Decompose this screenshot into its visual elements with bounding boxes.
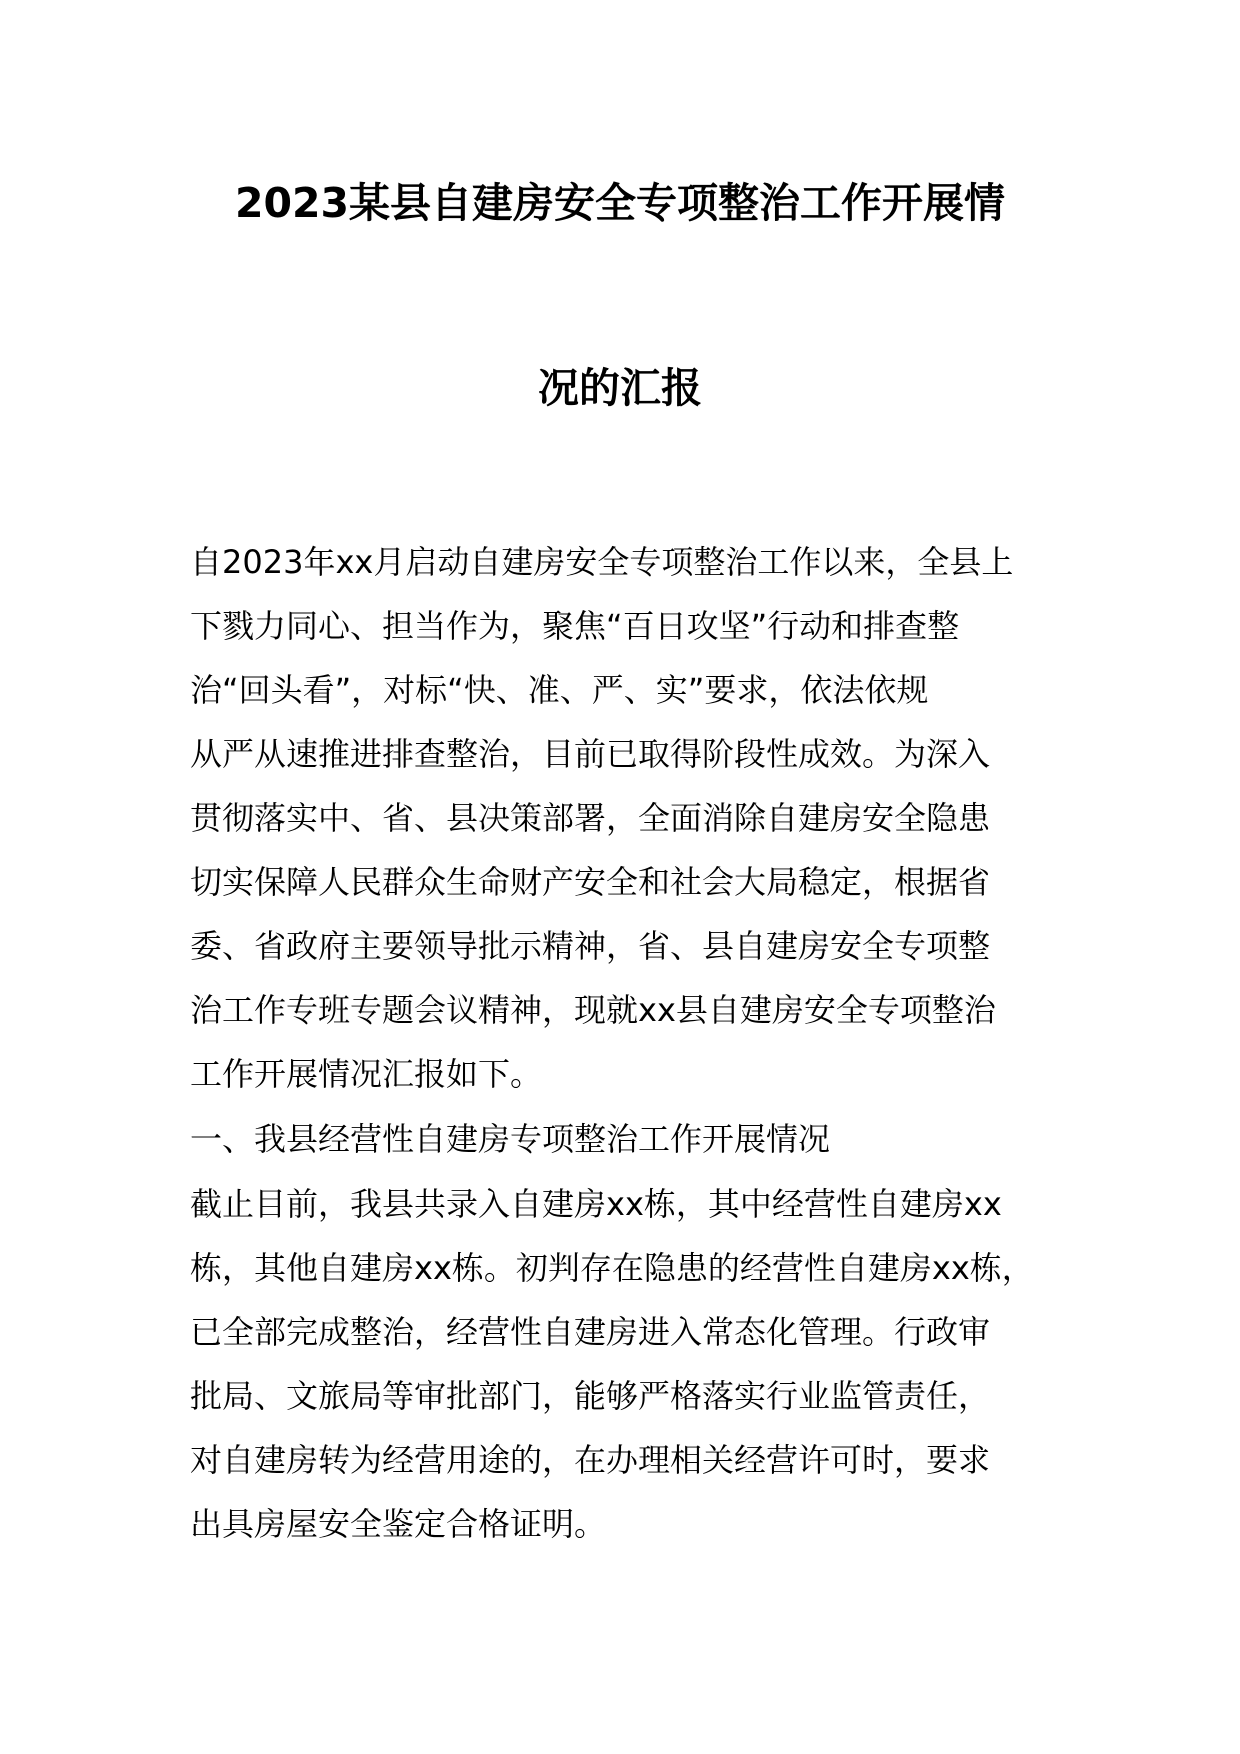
section-heading: 一、我县经营性自建房专项整治工作开展情况 bbox=[190, 1120, 831, 1158]
body-text-line: 治“回头看”，对标“快、准、严、实”要求，依法依规 bbox=[190, 671, 929, 709]
body-text-line: 栋，其他自建房xx栋。初判存在隐患的经营性自建房xx栋， bbox=[190, 1249, 1034, 1287]
body-text-line: 贯彻落实中、省、县决策部署，全面消除自建房安全隐患 bbox=[190, 799, 991, 837]
body-text-line: 出具房屋安全鉴定合格证明。 bbox=[190, 1505, 607, 1543]
body-text-line: 工作开展情况汇报如下。 bbox=[190, 1055, 543, 1093]
body-text-line: 切实保障人民群众生命财产安全和社会大局稳定，根据省 bbox=[190, 863, 991, 901]
body-text-line: 自2023年xx月启动自建房安全专项整治工作以来，全县上 bbox=[190, 543, 1014, 581]
document-title-line-2: 况的汇报 bbox=[538, 364, 702, 412]
body-text-line: 对自建房转为经营用途的，在办理相关经营许可时，要求 bbox=[190, 1441, 991, 1479]
body-text-line: 治工作专班专题会议精神，现就xx县自建房安全专项整治 bbox=[190, 991, 996, 1029]
body-text-line: 从严从速推进排查整治，目前已取得阶段性成效。为深入 bbox=[190, 735, 991, 773]
body-text-line: 委、省政府主要领导批示精神，省、县自建房安全专项整 bbox=[190, 927, 991, 965]
body-text-line: 截止目前，我县共录入自建房xx栋，其中经营性自建房xx bbox=[190, 1185, 1002, 1223]
body-text-line: 已全部完成整治，经营性自建房进入常态化管理。行政审 bbox=[190, 1313, 991, 1351]
document-title-line-1: 2023某县自建房安全专项整治工作开展情 bbox=[234, 179, 1006, 227]
body-text-line: 批局、文旅局等审批部门，能够严格落实行业监管责任， bbox=[190, 1377, 991, 1415]
body-text-line: 下戮力同心、担当作为，聚焦“百日攻坚”行动和排查整 bbox=[190, 607, 960, 645]
